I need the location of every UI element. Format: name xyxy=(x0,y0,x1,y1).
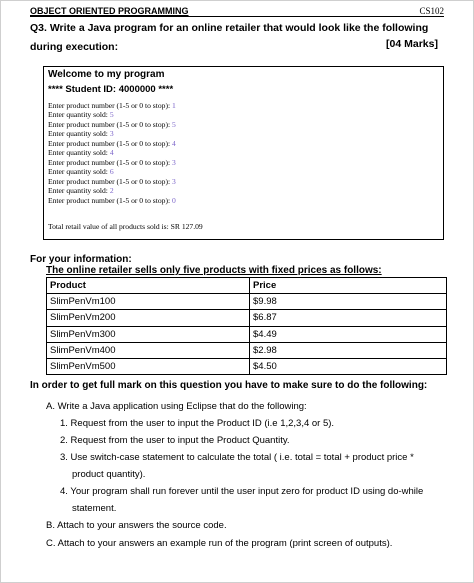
output-value: 3 xyxy=(172,176,176,186)
output-prompt: Enter product number (1-5 or 0 to stop): xyxy=(48,119,171,129)
requirement-item: 3. Use switch-case statement to calculate the total ( i.e. total = total + product price * xyxy=(60,452,414,463)
price-cell: $9.98 xyxy=(250,294,447,310)
output-line xyxy=(48,101,176,110)
output-prompt: Enter quantity sold: xyxy=(48,129,108,139)
requirement-item-continued: product quantity). xyxy=(72,469,146,480)
price-cell: $4.50 xyxy=(250,358,447,374)
course-code: CS102 xyxy=(419,6,444,16)
output-total: Total retail value of all products sold is: SR 127.09 xyxy=(48,222,203,231)
output-line xyxy=(48,196,176,205)
output-prompt: Enter product number (1-5 or 0 to stop): xyxy=(48,157,171,167)
table-row xyxy=(47,326,447,342)
requirement-item: 4. Your program shall run forever until the user input zero for product ID using do-while xyxy=(60,486,424,497)
requirements-heading: In order to get full mark on this question you have to make sure to do the following: xyxy=(30,380,428,391)
product-cell: SlimPenVm400 xyxy=(47,342,250,358)
output-prompt: Enter product number (1-5 or 0 to stop): xyxy=(48,101,171,110)
output-value: 4 xyxy=(109,148,114,158)
price-cell: $6.87 xyxy=(250,310,447,326)
info-heading: For your information: xyxy=(30,254,132,265)
table-header-row xyxy=(47,278,447,294)
column-header: Product xyxy=(47,278,250,294)
price-cell: $2.98 xyxy=(250,342,447,358)
sample-output-box xyxy=(43,66,444,240)
table-row xyxy=(47,294,447,310)
output-lines xyxy=(48,101,176,205)
output-line xyxy=(48,148,176,157)
requirement-c: C. Attach to your answers an example run of the program (print screen of outputs). xyxy=(46,538,393,549)
product-cell: SlimPenVm300 xyxy=(47,326,250,342)
requirement-a: A. Write a Java application using Eclipse that do the following: xyxy=(46,401,307,412)
output-value: 2 xyxy=(109,186,114,196)
output-line xyxy=(48,177,176,186)
output-line xyxy=(48,120,176,129)
output-value: 5 xyxy=(172,119,176,129)
table-row xyxy=(47,358,447,374)
product-cell: SlimPenVm100 xyxy=(47,294,250,310)
output-prompt: Enter quantity sold: xyxy=(48,148,108,158)
output-prompt: Enter quantity sold: xyxy=(48,186,108,196)
table-row xyxy=(47,310,447,326)
output-line xyxy=(48,167,176,176)
question-marks: [04 Marks] xyxy=(386,38,438,50)
output-value: 6 xyxy=(109,167,114,177)
price-cell: $4.49 xyxy=(250,326,447,342)
output-line xyxy=(48,158,176,167)
column-header: Price xyxy=(250,278,447,294)
product-cell: SlimPenVm500 xyxy=(47,358,250,374)
output-line xyxy=(48,139,176,148)
output-value: 1 xyxy=(172,101,176,110)
output-value: 3 xyxy=(109,129,114,139)
product-cell: SlimPenVm200 xyxy=(47,310,250,326)
output-line xyxy=(48,110,176,119)
course-title: OBJECT ORIENTED PROGRAMMING xyxy=(30,6,189,16)
output-prompt: Enter product number (1-5 or 0 to stop): xyxy=(48,176,171,186)
output-value: 5 xyxy=(109,110,114,120)
output-title: Welcome to my program xyxy=(48,69,165,80)
requirement-b: B. Attach to your answers the source code. xyxy=(46,520,227,531)
requirement-item: 1. Request from the user to input the Product ID (i.e 1,2,3,4 or 5). xyxy=(60,418,335,429)
question-text: Q3. Write a Java program for an online retailer that would look like the following during execution: xyxy=(30,22,429,53)
requirement-item: 2. Request from the user to input the Product Quantity. xyxy=(60,435,290,446)
header-rule xyxy=(30,16,444,17)
output-line xyxy=(48,186,176,195)
output-value: 4 xyxy=(172,138,176,148)
output-prompt: Enter quantity sold: xyxy=(48,167,108,177)
output-prompt: Enter quantity sold: xyxy=(48,110,108,120)
output-value: 3 xyxy=(172,157,176,167)
output-value: 0 xyxy=(172,195,176,205)
output-student-id: **** Student ID: 4000000 **** xyxy=(48,84,174,95)
output-line xyxy=(48,129,176,138)
output-prompt: Enter product number (1-5 or 0 to stop): xyxy=(48,138,171,148)
info-subheading: The online retailer sells only five products with fixed prices as follows: xyxy=(46,265,382,276)
table-row xyxy=(47,342,447,358)
price-table xyxy=(46,277,447,375)
output-prompt: Enter product number (1-5 or 0 to stop): xyxy=(48,195,171,205)
requirement-item-continued: statement. xyxy=(72,503,117,514)
